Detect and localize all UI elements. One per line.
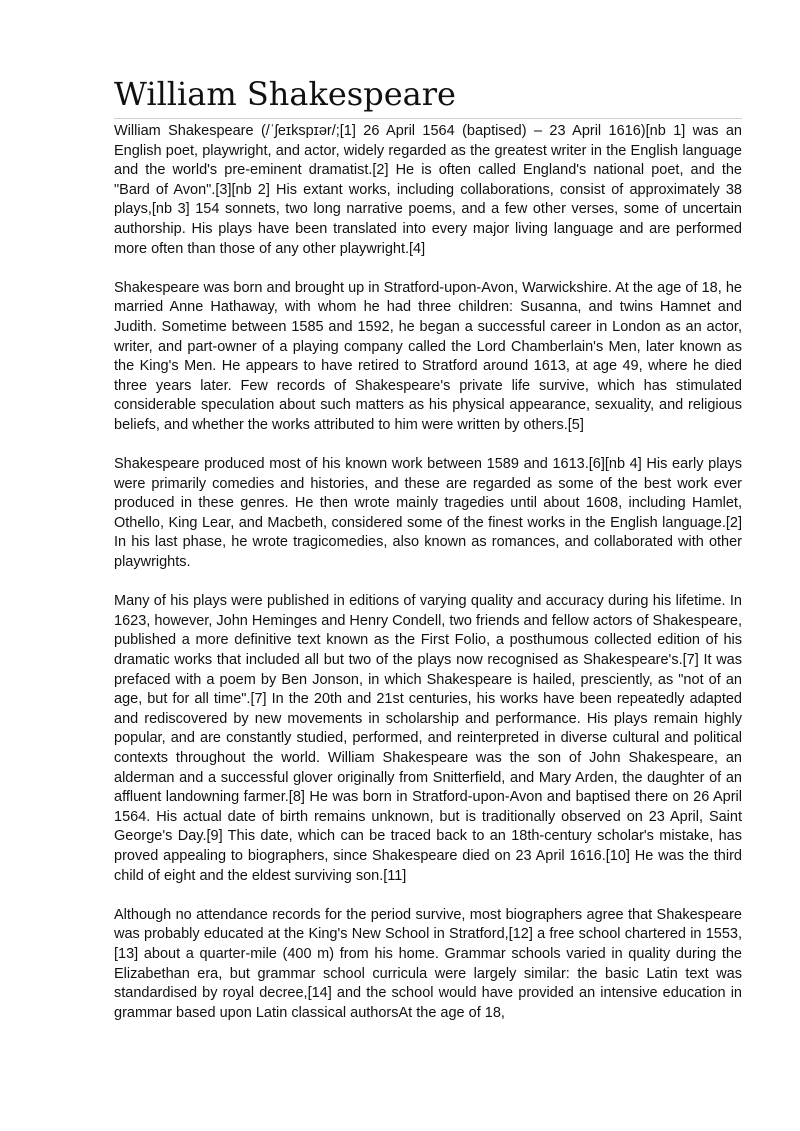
paragraph-education: Although no attendance records for the period survive, most biographers agree that Shakespeare was probably educated at the King's New School in Stratford,[12] a free school chartered in 1553,[13] about a quarter-mile (400 m) from his home. Grammar schools varied in quality during the Elizabethan era, but grammar school curricula were largely similar: the basic Latin text was standardised by royal decree,[14] and the school would have provided an intensive education in grammar based upon Latin classical authorsAt the age of 18, [114, 906, 742, 1021]
paragraph-works: Shakespeare produced most of his known work between 1589 and 1613.[6][nb 4] His early plays were primarily comedies and histories, and these are regarded as some of the best work ever produced in these genres. He then wrote mainly tragedies until about 1608, including Hamlet, Othello, King Lear, and Macbeth, considered some of the finest works in the English language.[2] In his last phase, he wrote tragicomedies, also known as romances, and collaborated with other playwrights. [114, 456, 742, 571]
page-title: William Shakespeare [114, 72, 742, 119]
paragraph-early-life: Shakespeare was born and brought up in Stratford-upon-Avon, Warwickshire. At the age of 18, he married Anne Hathaway, with whom he had three children: Susanna, and twins Hamnet and Judith. Sometime between 1585 and 1592, he began a successful career in London as an actor, writer, and part-owner of a playing company called the Lord Chamberlain's Men, later known as the King's Men. He appears to have retired to Stratford around 1613, at age 49, where he died three years later. Few records of Shakespeare's private life survive, which has stimulated considerable speculation about such matters as his physical appearance, sexuality, and religious beliefs, and whether the works attributed to him were written by others.[5] [114, 279, 742, 433]
document-page [114, 72, 742, 1043]
paragraph-intro: William Shakespeare (/ˈʃeɪkspɪər/;[1] 26 April 1564 (baptised) – 23 April 1616)[nb 1] was an English poet, playwright, and actor, widely regarded as the greatest writer in the English language and the world's pre-eminent dramatist.[2] He is often called England's national poet, and the "Bard of Avon".[3][nb 2] His extant works, including collaborations, consist of approximately 38 plays,[nb 3] 154 sonnets, two long narrative poems, and a few other verses, some of uncertain authorship. His plays have been translated into every major living language and are performed more often than those of any other playwright.[4] [114, 123, 742, 257]
paragraph-publication-and-birth: Many of his plays were published in editions of varying quality and accuracy during his lifetime. In 1623, however, John Heminges and Henry Condell, two friends and fellow actors of Shakespeare, published a more definitive text known as the First Folio, a posthumous collected edition of his dramatic works that included all but two of the plays now recognised as Shakespeare's.[7] It was prefaced with a poem by Ben Jonson, in which Shakespeare is hailed, presciently, as "not of an age, but for all time".[7] In the 20th and 21st centuries, his works have been repeatedly adapted and rediscovered by new movements in scholarship and performance. His plays remain highly popular, and are constantly studied, performed, and reinterpreted in diverse cultural and political contexts throughout the world. William Shakespeare was the son of John Shakespeare, an alderman and a successful glover originally from Snitterfield, and Mary Arden, the daughter of an affluent landowning farmer.[8] He was born in Stratford-upon-Avon and baptised there on 26 April 1564. His actual date of birth remains unknown, but is traditionally observed on 23 April, Saint George's Day.[9] This date, which can be traced back to an 18th-century scholar's mistake, has proved appealing to biographers, since Shakespeare died on 23 April 1616.[10] He was the third child of eight and the eldest surviving son.[11] [114, 593, 742, 884]
